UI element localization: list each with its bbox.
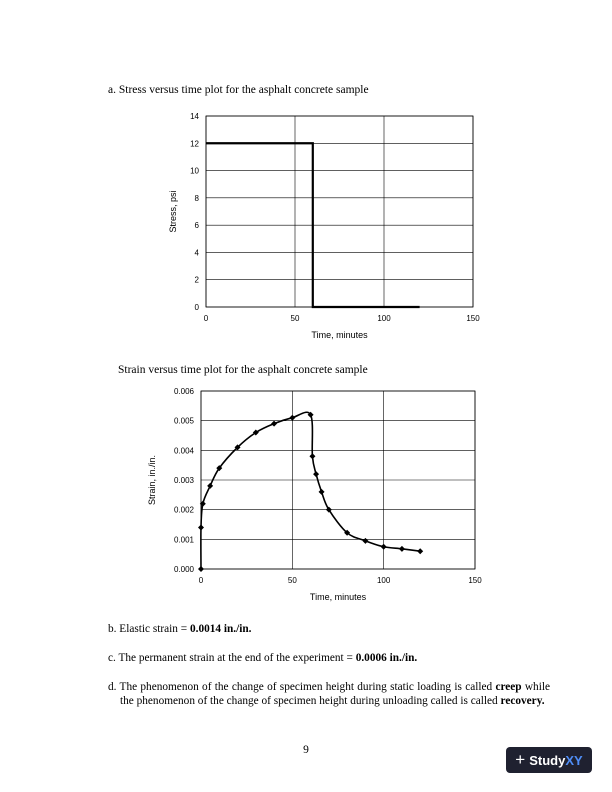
y-tick-label: 0.000 (173, 565, 194, 574)
answer-b-value: 0.0014 in./in. (189, 623, 252, 635)
x-tick-label: 150 (468, 576, 482, 585)
y-tick-label: 0.001 (173, 535, 194, 545)
data-point (362, 538, 368, 544)
answer-d-text-2: while the phenomenon of the change of specimen height during unloading called is called (120, 681, 550, 707)
x-tick-label: 50 (290, 314, 300, 323)
stress-chart (150, 105, 490, 345)
y-tick-label: 6 (194, 221, 199, 231)
answer-b (108, 622, 252, 636)
strain-chart-grid (201, 391, 475, 569)
data-point (399, 546, 405, 552)
data-point (198, 566, 204, 572)
data-point (289, 415, 295, 421)
y-tick-label: 0 (194, 303, 199, 312)
answer-c-value: 0.0006 in./in. (355, 652, 418, 664)
x-tick-label: 100 (377, 314, 391, 323)
data-point (319, 489, 325, 495)
caption-strain-plot: Strain versus time plot for the asphalt concrete sample (118, 364, 368, 376)
x-tick-label: 50 (287, 576, 297, 585)
data-point (313, 471, 319, 477)
caption-stress-plot: a. Stress versus time plot for the asphalt concrete sample (108, 84, 369, 96)
answer-c-text: c. The permanent strain at the end of the experiment = (108, 652, 356, 664)
logo-accent: XY (565, 752, 583, 768)
y-tick-label: 0.002 (173, 505, 194, 515)
studyxy-logo (506, 747, 592, 773)
y-tick-label: 0.004 (173, 446, 194, 456)
y-tick-label: 4 (194, 248, 199, 258)
x-tick-label: 150 (466, 314, 480, 323)
y-tick-label: 0.005 (173, 416, 194, 426)
logo-text: Study (529, 752, 566, 768)
stress-chart-grid (206, 116, 473, 307)
c2-series-line (201, 412, 420, 569)
y-tick-label: 2 (194, 275, 199, 285)
y-tick-label: 12 (190, 139, 199, 149)
answer-c (108, 651, 417, 665)
data-point (309, 453, 315, 459)
strain-chart (140, 383, 490, 608)
answer-d-text-1: d. The phenomenon of the change of specimen height during static loading is called (108, 681, 496, 693)
strain-chart-xlabel: Time, minutes (309, 592, 367, 602)
c1-plot-area (206, 116, 473, 307)
answer-d-term-recovery: recovery (500, 695, 542, 707)
y-tick-label: 14 (190, 112, 199, 121)
strain-chart-ylabel: Strain, in./in. (147, 454, 157, 506)
data-point (198, 524, 204, 530)
data-point (271, 421, 277, 427)
y-tick-label: 0.006 (173, 387, 194, 396)
page-number: 9 (303, 744, 309, 756)
data-point (381, 544, 387, 550)
answer-d (108, 680, 550, 708)
stress-chart-xlabel: Time, minutes (311, 330, 368, 340)
data-point (207, 483, 213, 489)
x-tick-label: 100 (376, 576, 391, 585)
strain-chart-ticks (174, 387, 482, 585)
y-tick-label: 10 (190, 166, 199, 176)
strain-chart-series (201, 412, 420, 569)
answer-d-period: . (541, 695, 545, 707)
answer-b-text: b. Elastic strain = (108, 623, 190, 635)
y-tick-label: 8 (194, 193, 199, 203)
data-point (417, 548, 423, 554)
y-tick-label: 0.003 (173, 476, 194, 485)
x-tick-label: 0 (198, 576, 204, 585)
plus-icon: + (515, 750, 526, 769)
x-tick-label: 0 (203, 314, 209, 323)
stress-chart-ylabel: Stress, psi (168, 190, 178, 233)
answer-d-term-creep: creep (495, 681, 522, 693)
